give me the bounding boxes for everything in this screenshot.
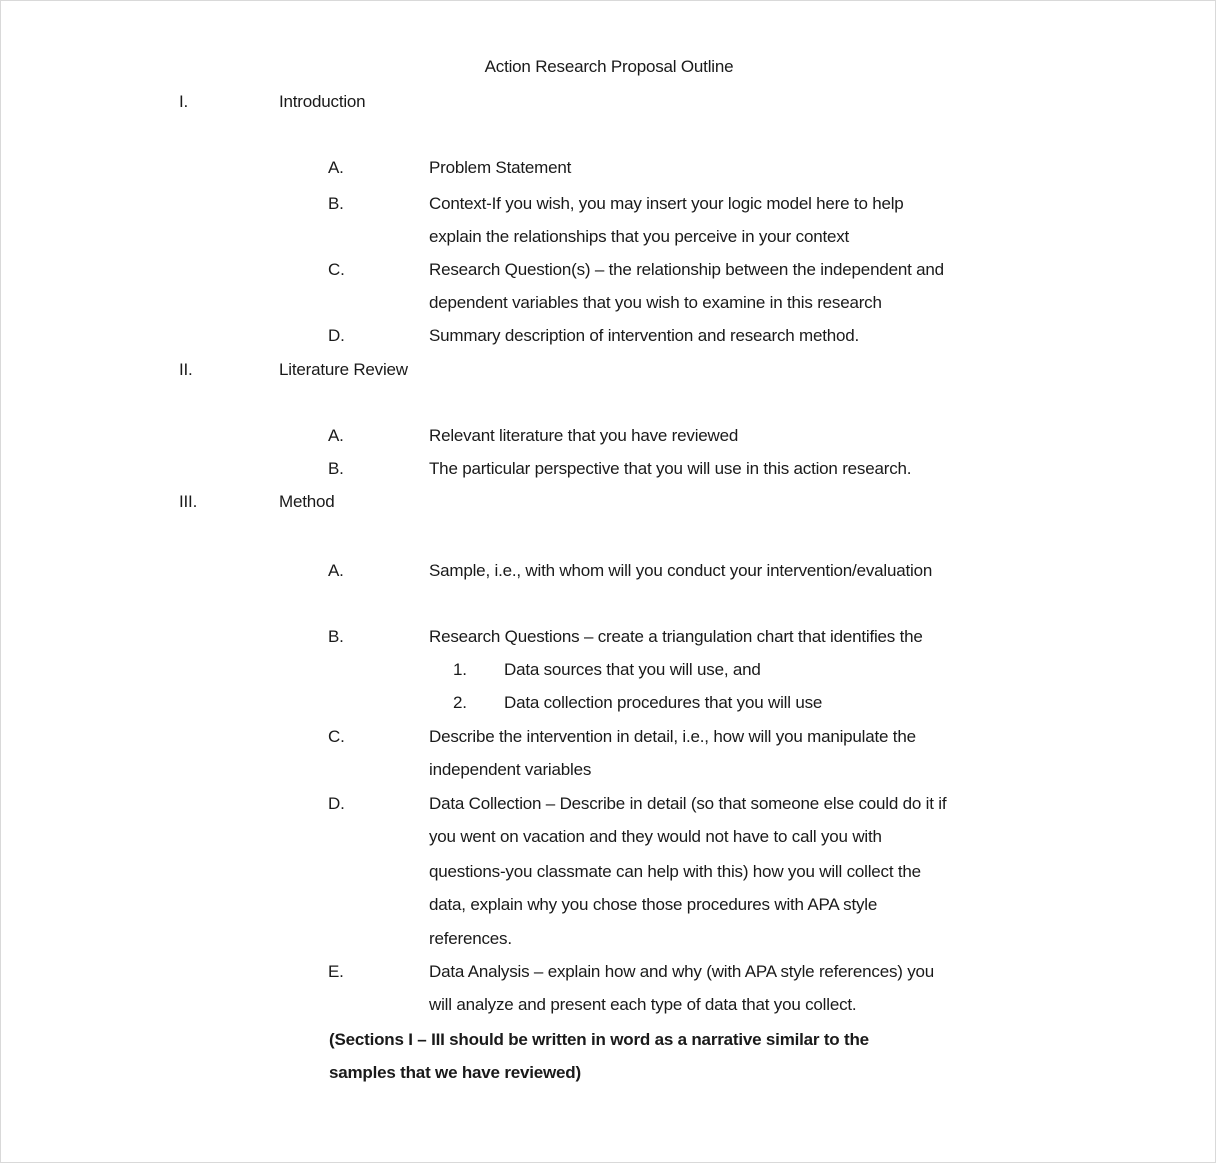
item-text: The particular perspective that you will use in this action research. xyxy=(429,459,912,478)
item-text: Sample, i.e., with whom will you conduct your intervention/evaluation xyxy=(429,561,933,580)
note-text: samples that we have reviewed) xyxy=(329,1063,581,1082)
document-title: Action Research Proposal Outline xyxy=(484,57,734,76)
item-letter: A. xyxy=(328,426,344,445)
item-text: Context-If you wish, you may insert your logic model here to help xyxy=(429,194,904,213)
subitem-text: Data sources that you will use, and xyxy=(504,660,761,679)
section-number: I. xyxy=(179,92,189,111)
item-text: explain the relationships that you perceive in your context xyxy=(429,227,850,246)
subitem-number: 2. xyxy=(453,693,467,712)
item-text: will analyze and present each type of data that you collect. xyxy=(429,995,857,1014)
section-title-method: Method xyxy=(279,492,335,511)
item-text: questions-you classmate can help with this) how you will collect the xyxy=(429,862,921,881)
item-text: independent variables xyxy=(429,760,592,779)
note-text: (Sections I – III should be written in word as a narrative similar to the xyxy=(329,1030,869,1049)
item-text: data, explain why you chose those procedures with APA style xyxy=(429,895,878,914)
item-letter: E. xyxy=(328,962,344,981)
item-text: Problem Statement xyxy=(429,158,572,177)
item-letter: D. xyxy=(328,326,345,345)
item-text: dependent variables that you wish to examine in this research xyxy=(429,293,882,312)
item-text: you went on vacation and they would not have to call you with xyxy=(429,827,882,846)
item-text: Summary description of intervention and research method. xyxy=(429,326,860,345)
item-text: Research Question(s) – the relationship between the independent and xyxy=(429,260,944,279)
item-text: Relevant literature that you have reviewed xyxy=(429,426,739,445)
item-text: references. xyxy=(429,929,512,948)
item-letter: D. xyxy=(328,794,345,813)
section-title-introduction: Introduction xyxy=(279,92,366,111)
item-letter: B. xyxy=(328,459,344,478)
section-title-literature-review: Literature Review xyxy=(279,360,408,379)
section-number: II. xyxy=(179,360,193,379)
item-letter: C. xyxy=(328,727,345,746)
item-text: Data Analysis – explain how and why (with APA style references) you xyxy=(429,962,935,981)
item-letter: A. xyxy=(328,158,344,177)
item-text: Data Collection – Describe in detail (so that someone else could do it if xyxy=(429,794,947,813)
item-letter: C. xyxy=(328,260,345,279)
item-letter: B. xyxy=(328,194,344,213)
item-text: Research Questions – create a triangulation chart that identifies the xyxy=(429,627,923,646)
subitem-number: 1. xyxy=(453,660,467,679)
item-letter: B. xyxy=(328,627,344,646)
subitem-text: Data collection procedures that you will use xyxy=(504,693,823,712)
section-number: III. xyxy=(179,492,198,511)
item-text: Describe the intervention in detail, i.e., how will you manipulate the xyxy=(429,727,916,746)
item-letter: A. xyxy=(328,561,344,580)
